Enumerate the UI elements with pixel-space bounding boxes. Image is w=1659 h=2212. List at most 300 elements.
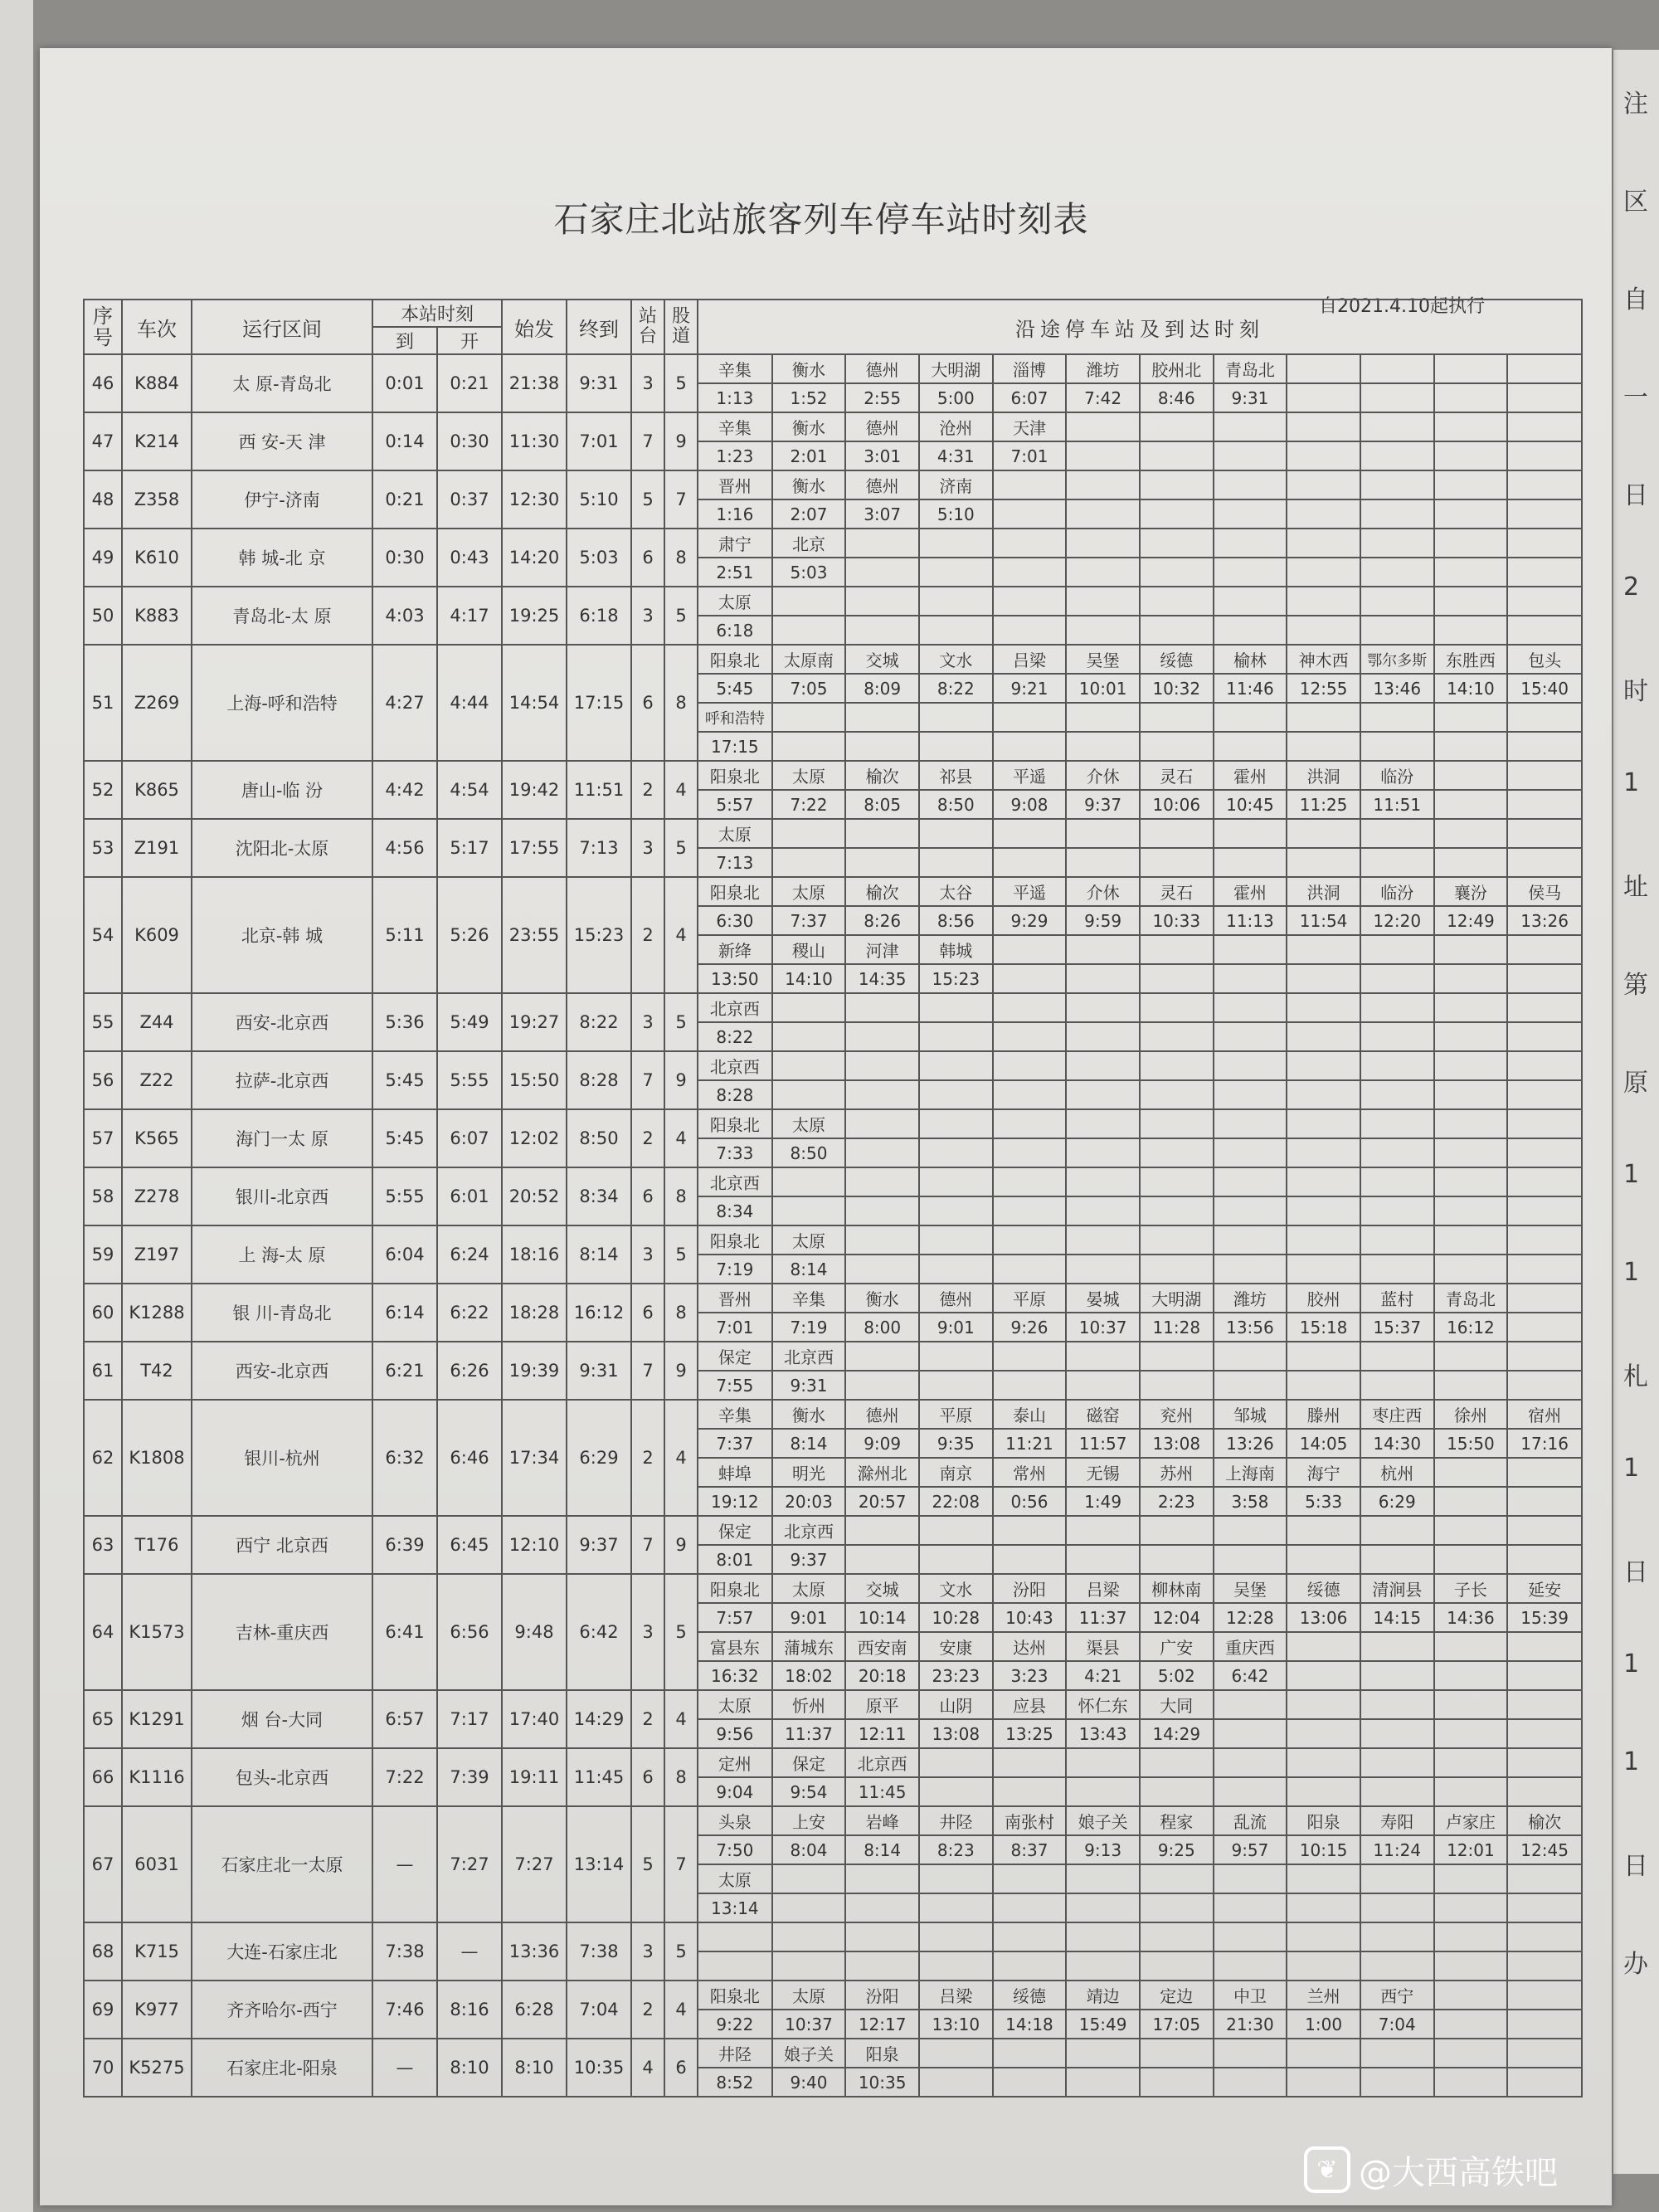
stop-time: 10:33 xyxy=(1140,906,1214,935)
empty-cell xyxy=(1066,1226,1140,1255)
empty-cell xyxy=(1140,703,1214,732)
stop-time: 10:45 xyxy=(1214,790,1287,818)
arrive-time: 6:04 xyxy=(372,1225,437,1284)
stop-station: 阳泉 xyxy=(1287,1807,1360,1835)
stop-station: 吴堡 xyxy=(1066,646,1140,674)
stop-time: 7:57 xyxy=(698,1603,772,1632)
stop-station: 神木西 xyxy=(1287,646,1360,674)
train-number: K609 xyxy=(122,877,192,993)
train-number: K565 xyxy=(122,1109,192,1167)
train-number: K715 xyxy=(122,1922,192,1981)
empty-cell xyxy=(1434,1226,1508,1255)
table-row xyxy=(84,1748,1582,1806)
empty-cell xyxy=(1360,1196,1434,1225)
stop-time: 8:04 xyxy=(772,1835,846,1864)
terminal-arrival: 5:10 xyxy=(567,470,631,529)
empty-cell xyxy=(1360,964,1434,992)
empty-cell xyxy=(1434,848,1508,876)
empty-cell xyxy=(993,2068,1067,2096)
empty-cell xyxy=(1214,1951,1287,1980)
stop-time: 13:08 xyxy=(919,1719,993,1747)
empty-cell xyxy=(845,1080,919,1108)
empty-cell xyxy=(772,703,846,732)
stop-time: 13:06 xyxy=(1287,1603,1360,1632)
stop-station: 祁县 xyxy=(919,762,993,790)
arrive-time: 4:27 xyxy=(372,645,437,761)
empty-cell xyxy=(1287,1661,1360,1689)
table-row xyxy=(84,1806,1582,1922)
stop-station: 青岛北 xyxy=(1434,1284,1508,1313)
empty-cell xyxy=(919,1080,993,1108)
empty-cell xyxy=(1434,529,1508,558)
stop-station: 洪洞 xyxy=(1287,762,1360,790)
stop-time: 20:03 xyxy=(772,1487,846,1515)
route-cell: 上 海-太 原 xyxy=(192,1225,372,1284)
stops-grid xyxy=(698,2039,1581,2096)
empty-cell xyxy=(1507,703,1581,732)
empty-cell xyxy=(993,1080,1067,1108)
header-origin-dep: 始发 xyxy=(502,300,567,354)
origin-departure: 21:38 xyxy=(502,354,567,412)
empty-cell xyxy=(1360,2039,1434,2068)
timetable xyxy=(83,299,1583,2098)
table-row xyxy=(84,412,1582,470)
empty-cell xyxy=(993,703,1067,732)
empty-cell xyxy=(993,1138,1067,1167)
stops-grid xyxy=(698,413,1581,470)
stop-time: 14:29 xyxy=(1140,1719,1214,1747)
table-row xyxy=(84,1342,1582,1400)
empty-cell xyxy=(1066,1168,1140,1196)
origin-departure: 14:54 xyxy=(502,645,567,761)
stop-time: 9:37 xyxy=(772,1545,846,1573)
empty-cell xyxy=(1434,1719,1508,1747)
empty-cell xyxy=(1434,732,1508,760)
route-cell: 太 原-青岛北 xyxy=(192,354,372,412)
empty-cell xyxy=(993,587,1067,616)
stop-time: 22:08 xyxy=(919,1487,993,1515)
origin-departure: 17:55 xyxy=(502,819,567,877)
empty-cell xyxy=(1214,1749,1287,1777)
empty-cell xyxy=(993,732,1067,760)
empty-cell xyxy=(1140,1864,1214,1893)
stop-time: 14:35 xyxy=(845,964,919,992)
stop-time: 11:13 xyxy=(1214,906,1287,935)
empty-cell xyxy=(1287,1545,1360,1573)
depart-time: 0:43 xyxy=(437,529,502,587)
stop-station: 侯马 xyxy=(1507,878,1581,906)
stops-grid xyxy=(698,1284,1581,1341)
empty-cell xyxy=(919,1951,993,1980)
empty-cell xyxy=(1360,1517,1434,1545)
empty-cell xyxy=(1434,2039,1508,2068)
terminal-arrival: 15:23 xyxy=(567,877,631,993)
empty-cell xyxy=(1140,1052,1214,1080)
route-cell: 拉萨-北京西 xyxy=(192,1051,372,1109)
empty-cell xyxy=(1214,1255,1287,1283)
empty-cell xyxy=(845,703,919,732)
stop-station: 平遥 xyxy=(993,878,1067,906)
stops-cell xyxy=(698,1922,1582,1981)
stop-time: 11:37 xyxy=(772,1719,846,1747)
empty-cell xyxy=(1287,616,1360,644)
stops-grid xyxy=(698,1110,1581,1167)
stop-time: 3:01 xyxy=(845,441,919,470)
origin-departure: 18:16 xyxy=(502,1225,567,1284)
stop-time: 7:19 xyxy=(698,1255,772,1283)
stop-station: 介休 xyxy=(1066,878,1140,906)
table-row xyxy=(84,1109,1582,1167)
stop-station: 应县 xyxy=(993,1691,1067,1719)
arrive-time: 0:01 xyxy=(372,354,437,412)
header-terminal-arr: 终到 xyxy=(567,300,631,354)
stop-time: 1:00 xyxy=(1287,2010,1360,2038)
stops-cell xyxy=(698,1981,1582,2039)
train-number: K883 xyxy=(122,587,192,645)
stops-grid xyxy=(698,1749,1581,1805)
empty-cell xyxy=(1434,471,1508,499)
empty-cell xyxy=(1140,1168,1214,1196)
train-number: K1573 xyxy=(122,1574,192,1690)
track-number: 5 xyxy=(664,1922,698,1981)
empty-cell xyxy=(1507,1893,1581,1922)
empty-cell xyxy=(1140,820,1214,848)
stop-station: 北京西 xyxy=(698,1168,772,1196)
stop-time: 7:42 xyxy=(1066,383,1140,412)
seq-cell: 70 xyxy=(84,2039,122,2097)
stop-station: 淄博 xyxy=(993,355,1067,383)
empty-cell xyxy=(1140,499,1214,528)
empty-cell xyxy=(1434,1052,1508,1080)
stop-station: 保定 xyxy=(772,1749,846,1777)
empty-cell xyxy=(919,1777,993,1805)
empty-cell xyxy=(1507,848,1581,876)
empty-cell xyxy=(1434,1661,1508,1689)
train-number: T176 xyxy=(122,1516,192,1574)
empty-cell xyxy=(919,994,993,1022)
stop-time: 10:14 xyxy=(845,1603,919,1632)
empty-cell xyxy=(1360,383,1434,412)
stop-time: 1:23 xyxy=(698,441,772,470)
stop-time: 9:35 xyxy=(919,1429,993,1458)
stop-station: 定边 xyxy=(1140,1981,1214,2010)
route-cell: 银 川-青岛北 xyxy=(192,1284,372,1342)
empty-cell xyxy=(1434,1458,1508,1487)
stops-cell xyxy=(698,1806,1582,1922)
seq-cell: 65 xyxy=(84,1690,122,1748)
depart-time: 6:22 xyxy=(437,1284,502,1342)
seq-cell: 56 xyxy=(84,1051,122,1109)
stop-time: 9:37 xyxy=(1066,790,1140,818)
stop-station: 滕州 xyxy=(1287,1401,1360,1429)
stop-time: 13:10 xyxy=(919,2010,993,2038)
empty-cell xyxy=(1287,1371,1360,1399)
stops-grid xyxy=(698,1575,1581,1689)
stop-time: 12:20 xyxy=(1360,906,1434,935)
train-number: K865 xyxy=(122,761,192,819)
empty-cell xyxy=(1507,1226,1581,1255)
stop-station: 阳泉 xyxy=(845,2039,919,2068)
stop-time: 6:29 xyxy=(1360,1487,1434,1515)
empty-cell xyxy=(845,616,919,644)
track-number: 5 xyxy=(664,993,698,1051)
origin-departure: 17:34 xyxy=(502,1400,567,1516)
stop-time: 1:52 xyxy=(772,383,846,412)
empty-cell xyxy=(1066,2039,1140,2068)
empty-cell xyxy=(1066,1893,1140,1922)
seq-cell: 54 xyxy=(84,877,122,993)
empty-cell xyxy=(1140,1226,1214,1255)
platform-number: 6 xyxy=(631,1167,664,1225)
empty-cell xyxy=(1434,616,1508,644)
stop-station: 潍坊 xyxy=(1214,1284,1287,1313)
empty-cell xyxy=(993,1951,1067,1980)
stop-time: 3:58 xyxy=(1214,1487,1287,1515)
route-cell: 西安-北京西 xyxy=(192,1342,372,1400)
stop-station: 韩城 xyxy=(919,935,993,964)
empty-cell xyxy=(1287,703,1360,732)
empty-cell xyxy=(1360,703,1434,732)
empty-cell xyxy=(1434,1196,1508,1225)
stop-station: 延安 xyxy=(1507,1575,1581,1603)
depart-time: — xyxy=(437,1922,502,1981)
platform-number: 5 xyxy=(631,470,664,529)
track-number: 4 xyxy=(664,1690,698,1748)
empty-cell xyxy=(993,1923,1067,1951)
stop-station: 衡水 xyxy=(772,1401,846,1429)
adjacent-sheet-left xyxy=(0,0,33,2212)
stop-time: 2:55 xyxy=(845,383,919,412)
watermark-text: @大西高铁吧 xyxy=(1359,2153,1558,2192)
stop-station: 邹城 xyxy=(1214,1401,1287,1429)
empty-cell xyxy=(1360,1168,1434,1196)
stop-station: 兖州 xyxy=(1140,1401,1214,1429)
stop-time: 7:50 xyxy=(698,1835,772,1864)
empty-cell xyxy=(845,820,919,848)
empty-cell xyxy=(1434,1342,1508,1371)
depart-time: 7:17 xyxy=(437,1690,502,1748)
stop-time: 8:56 xyxy=(919,906,993,935)
stop-time: 8:46 xyxy=(1140,383,1214,412)
empty-cell xyxy=(1066,529,1140,558)
stops-cell xyxy=(698,470,1582,529)
empty-cell xyxy=(845,1893,919,1922)
empty-cell xyxy=(1214,1342,1287,1371)
arrive-time: 0:21 xyxy=(372,470,437,529)
terminal-arrival: 7:01 xyxy=(567,412,631,470)
stop-station: 吕梁 xyxy=(993,646,1067,674)
train-number: K1808 xyxy=(122,1400,192,1516)
stop-station: 杭州 xyxy=(1360,1458,1434,1487)
train-number: K214 xyxy=(122,412,192,470)
empty-cell xyxy=(993,1893,1067,1922)
stop-time: 21:30 xyxy=(1214,2010,1287,2038)
stop-time: 9:25 xyxy=(1140,1835,1214,1864)
empty-cell xyxy=(1507,1719,1581,1747)
empty-cell xyxy=(993,994,1067,1022)
sheet-fragment-text: 日 xyxy=(1623,1558,1648,1587)
empty-cell xyxy=(1214,1719,1287,1747)
empty-cell xyxy=(1507,383,1581,412)
empty-cell xyxy=(1434,1749,1508,1777)
empty-cell xyxy=(1360,1226,1434,1255)
seq-cell: 47 xyxy=(84,412,122,470)
stop-time: 2:07 xyxy=(772,499,846,528)
stops-cell xyxy=(698,1690,1582,1748)
empty-cell xyxy=(845,529,919,558)
empty-cell xyxy=(845,1255,919,1283)
stop-time: 5:57 xyxy=(698,790,772,818)
stop-station: 清涧县 xyxy=(1360,1575,1434,1603)
stop-time: 11:25 xyxy=(1287,790,1360,818)
empty-cell xyxy=(1434,1022,1508,1050)
stop-station: 太原 xyxy=(772,1110,846,1138)
stop-station: 汾阳 xyxy=(993,1575,1067,1603)
stop-station: 太谷 xyxy=(919,878,993,906)
terminal-arrival: 10:35 xyxy=(567,2039,631,2097)
route-cell: 上海-呼和浩特 xyxy=(192,645,372,761)
empty-cell xyxy=(1434,703,1508,732)
origin-departure: 11:30 xyxy=(502,412,567,470)
empty-cell xyxy=(845,1110,919,1138)
stop-station: 太原 xyxy=(772,1226,846,1255)
stop-station: 太原南 xyxy=(772,646,846,674)
terminal-arrival: 17:15 xyxy=(567,645,631,761)
stop-time: 11:21 xyxy=(993,1429,1067,1458)
stop-station: 常州 xyxy=(993,1458,1067,1487)
table-row xyxy=(84,1981,1582,2039)
table-row xyxy=(84,645,1582,761)
empty-cell xyxy=(1140,1893,1214,1922)
empty-cell xyxy=(1287,2068,1360,2096)
empty-cell xyxy=(845,1371,919,1399)
platform-number: 2 xyxy=(631,877,664,993)
empty-cell xyxy=(1434,355,1508,383)
stop-station: 富县东 xyxy=(698,1632,772,1661)
stop-time: 14:15 xyxy=(1360,1603,1434,1632)
empty-cell xyxy=(1066,1777,1140,1805)
depart-time: 5:49 xyxy=(437,993,502,1051)
arrive-time: 5:45 xyxy=(372,1051,437,1109)
empty-cell xyxy=(1287,413,1360,441)
empty-cell xyxy=(919,848,993,876)
stop-station: 稷山 xyxy=(772,935,846,964)
seq-cell: 69 xyxy=(84,1981,122,2039)
empty-cell xyxy=(1140,1110,1214,1138)
stop-time: 7:37 xyxy=(698,1429,772,1458)
stop-time: 8:22 xyxy=(698,1022,772,1050)
empty-cell xyxy=(1140,441,1214,470)
train-number: K1116 xyxy=(122,1748,192,1806)
stop-station: 临汾 xyxy=(1360,762,1434,790)
seq-cell: 59 xyxy=(84,1225,122,1284)
stop-station: 保定 xyxy=(698,1517,772,1545)
empty-cell xyxy=(772,994,846,1022)
stop-station: 北京西 xyxy=(772,1342,846,1371)
stop-time: 8:26 xyxy=(845,906,919,935)
empty-cell xyxy=(919,732,993,760)
stop-station: 介休 xyxy=(1066,762,1140,790)
empty-cell xyxy=(1287,529,1360,558)
stop-station: 太原 xyxy=(698,1864,772,1893)
empty-cell xyxy=(1140,616,1214,644)
empty-cell xyxy=(1214,1168,1287,1196)
empty-cell xyxy=(993,499,1067,528)
empty-cell xyxy=(1066,935,1140,964)
platform-number: 2 xyxy=(631,1981,664,2039)
empty-cell xyxy=(1507,1168,1581,1196)
empty-cell xyxy=(1214,1226,1287,1255)
empty-cell xyxy=(1287,1691,1360,1719)
table-row xyxy=(84,1167,1582,1225)
platform-number: 3 xyxy=(631,819,664,877)
empty-cell xyxy=(1066,1138,1140,1167)
empty-cell xyxy=(1140,587,1214,616)
seq-cell: 46 xyxy=(84,354,122,412)
stop-time: 2:01 xyxy=(772,441,846,470)
stop-time: 11:51 xyxy=(1360,790,1434,818)
empty-cell xyxy=(1360,1052,1434,1080)
stop-time: 7:19 xyxy=(772,1313,846,1341)
route-cell: 西安-北京西 xyxy=(192,993,372,1051)
track-number: 4 xyxy=(664,1400,698,1516)
empty-cell xyxy=(1360,441,1434,470)
origin-departure: 12:10 xyxy=(502,1516,567,1574)
stop-station: 怀仁东 xyxy=(1066,1691,1140,1719)
empty-cell xyxy=(1360,1661,1434,1689)
stop-station: 榆次 xyxy=(1507,1807,1581,1835)
stop-time: 11:37 xyxy=(1066,1603,1140,1632)
empty-cell xyxy=(1214,2039,1287,2068)
terminal-arrival: 11:45 xyxy=(567,1748,631,1806)
seq-cell: 63 xyxy=(84,1516,122,1574)
empty-cell xyxy=(1287,1923,1360,1951)
empty-cell xyxy=(1434,1691,1508,1719)
stops-cell xyxy=(698,1167,1582,1225)
empty-cell xyxy=(1214,1893,1287,1922)
empty-cell xyxy=(1507,1691,1581,1719)
empty-cell xyxy=(1507,1313,1581,1341)
empty-cell xyxy=(1066,1517,1140,1545)
stop-time: 9:26 xyxy=(993,1313,1067,1341)
stop-time: 11:54 xyxy=(1287,906,1360,935)
stop-time: 7:01 xyxy=(698,1313,772,1341)
empty-cell xyxy=(993,529,1067,558)
stop-station: 井陉 xyxy=(919,1807,993,1835)
terminal-arrival: 6:29 xyxy=(567,1400,631,1516)
empty-cell xyxy=(1140,2039,1214,2068)
stop-time: 8:28 xyxy=(698,1080,772,1108)
empty-cell xyxy=(993,1110,1067,1138)
arrive-time: 5:45 xyxy=(372,1109,437,1167)
empty-cell xyxy=(919,1138,993,1167)
empty-cell xyxy=(1287,1022,1360,1050)
empty-cell xyxy=(993,1777,1067,1805)
stop-time: 14:10 xyxy=(772,964,846,992)
table-row xyxy=(84,470,1582,529)
route-cell: 包头-北京西 xyxy=(192,1748,372,1806)
stop-station: 程家 xyxy=(1140,1807,1214,1835)
empty-cell xyxy=(1507,1923,1581,1951)
stop-time: 5:00 xyxy=(919,383,993,412)
stop-time: 8:14 xyxy=(845,1835,919,1864)
empty-cell xyxy=(1140,1138,1214,1167)
origin-departure: 7:27 xyxy=(502,1806,567,1922)
empty-cell xyxy=(1066,1545,1140,1573)
depart-time: 6:46 xyxy=(437,1400,502,1516)
stops-cell xyxy=(698,1342,1582,1400)
empty-cell xyxy=(1360,471,1434,499)
